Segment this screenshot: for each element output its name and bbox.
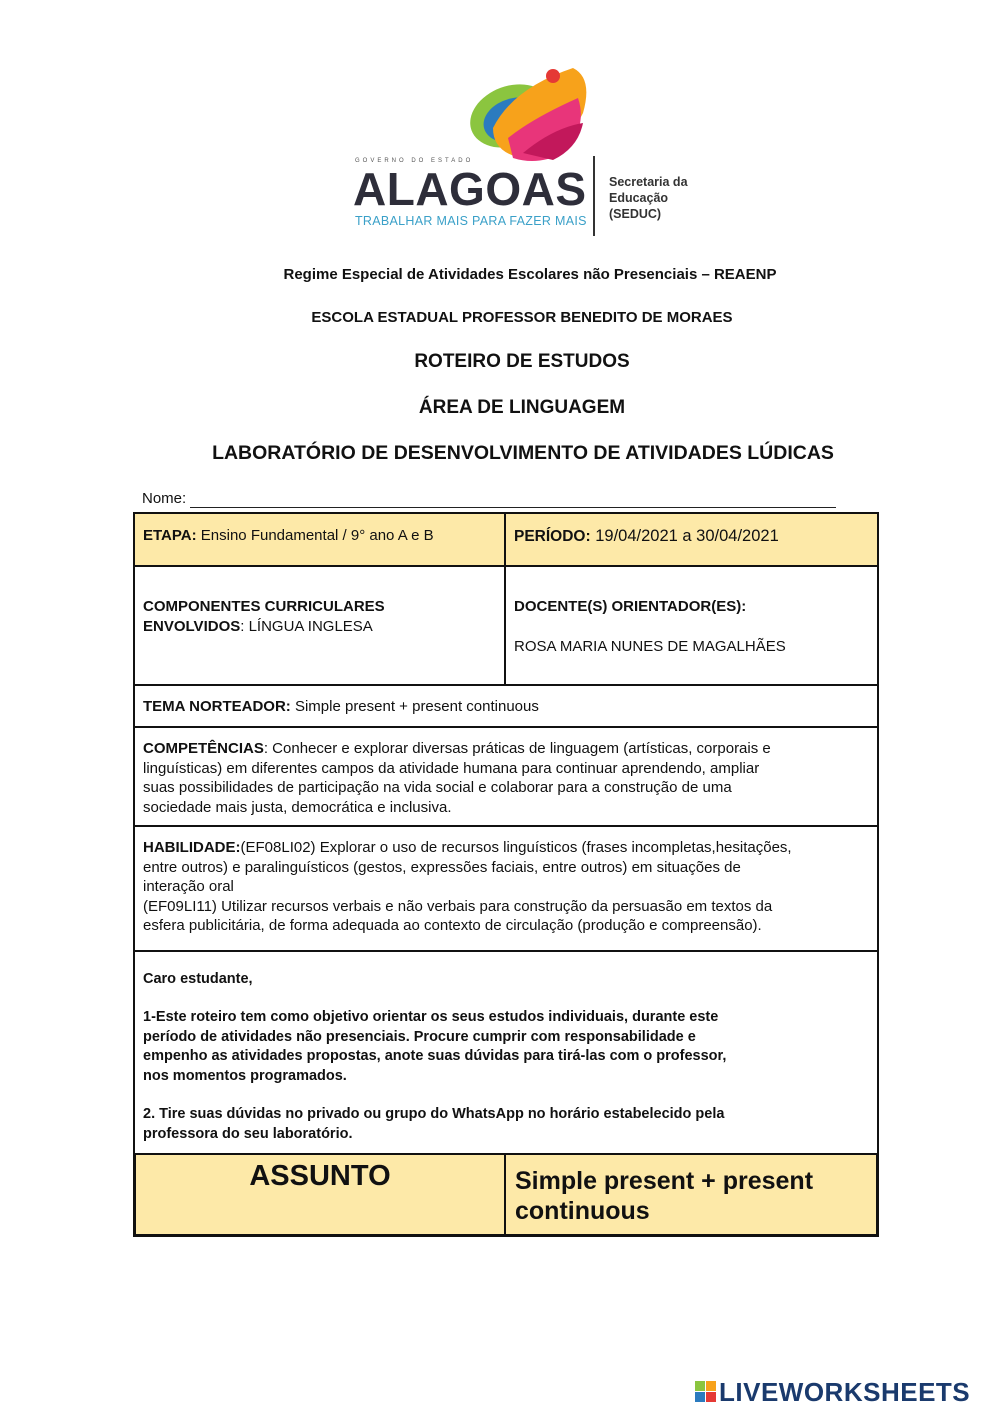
- habilidade-line4: (EF09LI11) Utilizar recursos verbais e não verbais para construção da persuasão em textos da: [143, 897, 773, 915]
- competencias-label: COMPETÊNCIAS: [143, 740, 264, 757]
- etapa-label: ETAPA:: [143, 527, 197, 544]
- docente-value: ROSA MARIA NUNES DE MAGALHÃES: [514, 638, 786, 655]
- roteiro-title: ROTEIRO DE ESTUDOS: [414, 351, 630, 372]
- instrucao-2: [143, 1105, 724, 1144]
- name-label: Nome:: [142, 490, 187, 507]
- habilidade-cell: [133, 825, 879, 952]
- assunto-value-line2: continuous: [515, 1197, 650, 1225]
- componentes-cell: [133, 565, 506, 686]
- competencias-cell: [133, 726, 879, 827]
- instrucao-2-line1: 2. Tire suas dúvidas no privado ou grupo do WhatsApp no horário estabelecido pela: [143, 1106, 725, 1122]
- tema-label: TEMA NORTEADOR:: [143, 698, 291, 715]
- periodo-label: PERÍODO:: [514, 528, 591, 545]
- logo-secretaria: [609, 174, 688, 222]
- etapa-value: Ensino Fundamental / 9° ano A e B: [200, 527, 434, 544]
- periodo-value: 19/04/2021 a 30/04/2021: [595, 527, 779, 545]
- componentes-value: : LÍNGUA INGLESA: [240, 617, 373, 635]
- logo-secretaria-line3: (SEDUC): [609, 207, 662, 221]
- instrucoes-cell: [133, 950, 879, 1155]
- componentes-label-2: ENVOLVIDOS: [143, 617, 241, 635]
- instrucao-1-line4: nos momentos programados.: [143, 1067, 347, 1084]
- instrucao-1-line3: empenho as atividades propostas, anote suas dúvidas para tirá-las com o professor,: [143, 1048, 727, 1064]
- liveworksheets-logo[interactable]: [695, 1375, 995, 1411]
- periodo-cell: [504, 512, 879, 567]
- instrucao-1-line1: 1-Este roteiro tem como objetivo orientar os seus estudos individuais, durante este: [143, 1009, 719, 1025]
- competencias-line4: sociedade mais justa, democrática e inclusiva.: [143, 798, 452, 816]
- logo-state-text: GOVERNO DO ESTADO: [355, 158, 474, 164]
- laboratorio-title: LABORATÓRIO DE DESENVOLVIMENTO DE ATIVIDADES LÚDICAS: [212, 442, 834, 464]
- instrucao-1-line2: período de atividades não presenciais. Procure cumprir com responsabilidade e: [143, 1028, 696, 1045]
- logo-divider: [593, 156, 595, 236]
- liveworksheets-text: LIVEWORKSHEETS: [719, 1377, 971, 1407]
- competencias-line2: linguísticas) em diferentes campos da atividade humana para continuar aprendendo, ampliar: [143, 759, 760, 777]
- caro-estudante: Caro estudante,: [143, 971, 253, 987]
- instrucao-1: [143, 1008, 726, 1086]
- competencias-line1: : Conhecer e explorar diversas práticas de linguagem (artísticas, corporais e: [263, 740, 771, 757]
- regime-title: Regime Especial de Atividades Escolares não Presenciais – REAENP: [283, 266, 777, 283]
- docente-cell: [504, 565, 879, 686]
- etapa-cell: [133, 512, 506, 567]
- habilidade-line1: (EF08LI02) Explorar o uso de recursos linguísticos (frases incompletas,hesitações,: [240, 839, 792, 856]
- habilidade-label: HABILIDADE:: [143, 839, 241, 856]
- tema-cell: [133, 684, 879, 728]
- assunto-label: ASSUNTO: [249, 1160, 391, 1192]
- instrucao-2-line2: professora do seu laboratório.: [143, 1125, 353, 1142]
- logo-secretaria-line1: Secretaria da: [609, 175, 688, 189]
- docente-label: DOCENTE(S) ORIENTADOR(ES):: [514, 598, 747, 615]
- logo-secretaria-line2: Educação: [609, 191, 669, 205]
- school-name: ESCOLA ESTADUAL PROFESSOR BENEDITO DE MORAES: [311, 309, 733, 326]
- habilidade-line3: interação oral: [143, 878, 234, 895]
- logo-alagoas-text: ALAGOAS: [353, 163, 587, 215]
- name-input-line[interactable]: [190, 507, 836, 508]
- assunto-value-cell: [504, 1153, 879, 1237]
- competencias-line3: suas possibilidades de participação na vida social e colaborar para a construção de uma: [143, 779, 732, 796]
- componentes-label-1: COMPONENTES CURRICULARES: [143, 598, 385, 615]
- alagoas-seduc-logo: [353, 58, 693, 243]
- assunto-value-line1: Simple present + present: [515, 1167, 814, 1195]
- assunto-label-cell: [133, 1153, 506, 1237]
- habilidade-line5: esfera publicitária, de forma adequada ao contexto de circulação (produção e compreensão).: [143, 917, 762, 934]
- liveworksheets-blocks-icon: [695, 1381, 717, 1405]
- colorful-ribbon-icon: [453, 58, 603, 168]
- area-title: ÁREA DE LINGUAGEM: [418, 397, 626, 418]
- habilidade-line2: entre outros) e paralinguísticos (gestos, expressões faciais, entre outros) em situações de: [143, 858, 741, 876]
- tema-value: Simple present + present continuous: [294, 698, 539, 715]
- logo-slogan: TRABALHAR MAIS PARA FAZER MAIS: [355, 214, 587, 228]
